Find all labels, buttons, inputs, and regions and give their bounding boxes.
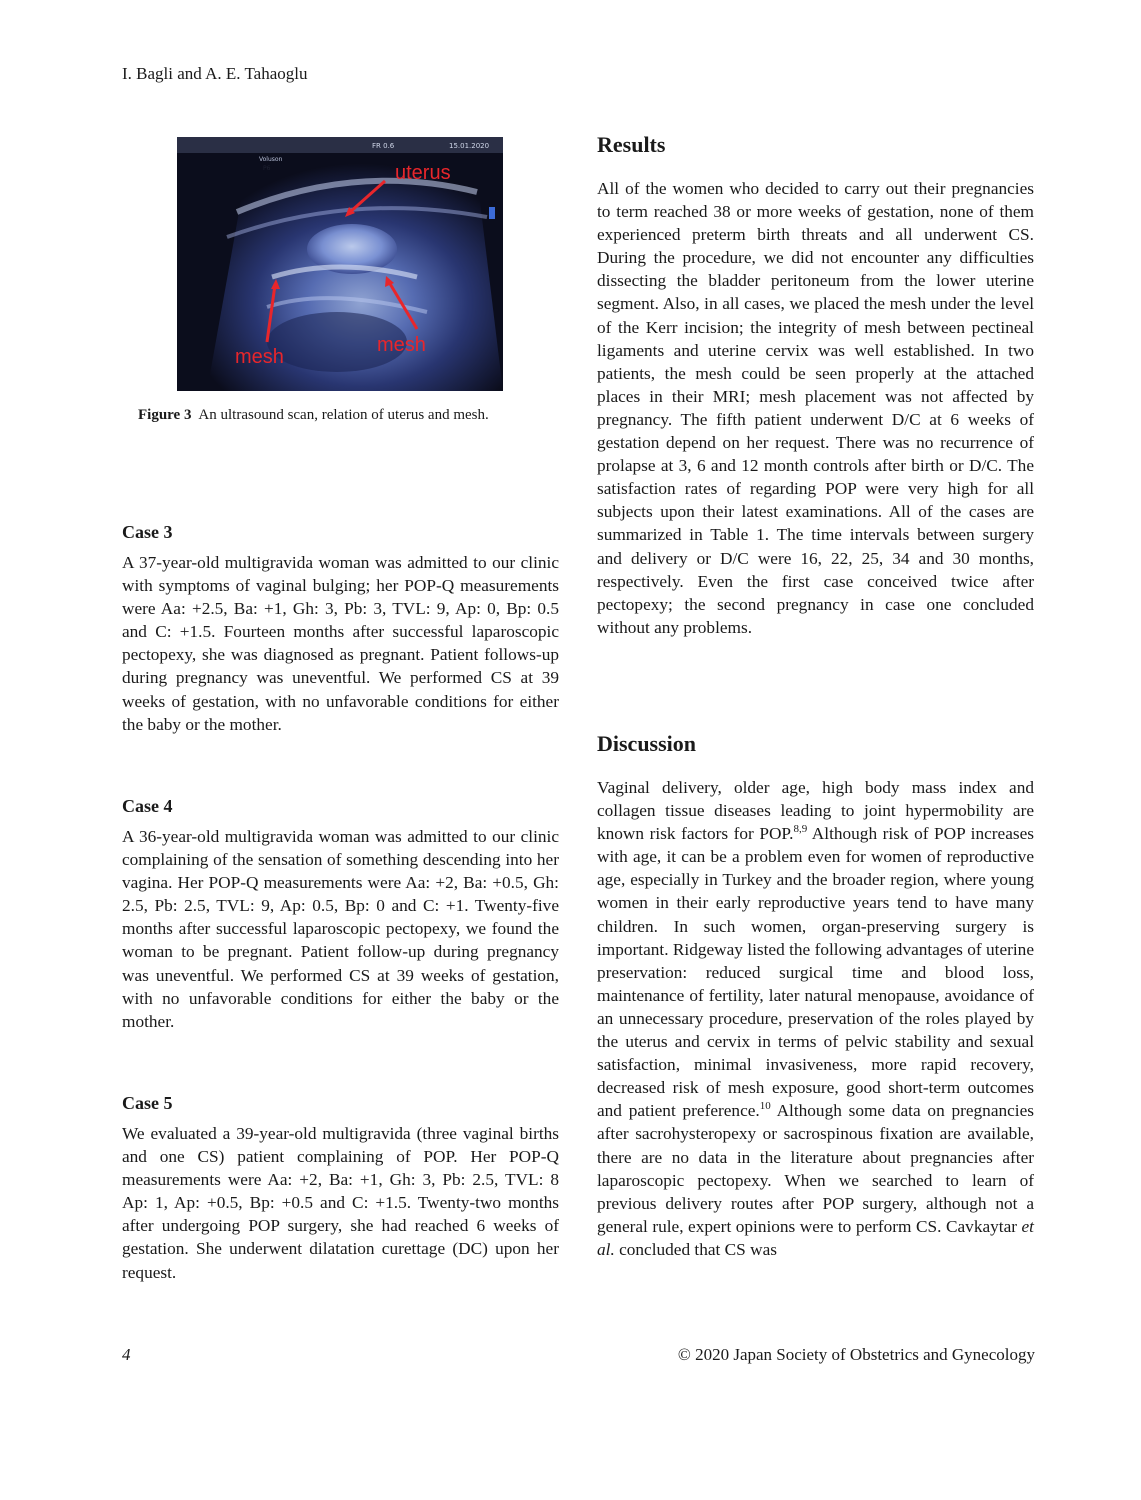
mesh-right-label: mesh	[377, 334, 426, 356]
figure-caption	[138, 405, 543, 425]
case3-heading: Case 3	[122, 522, 173, 542]
ultrasound-figure	[177, 137, 503, 391]
results-heading: Results	[597, 132, 666, 157]
case4-heading: Case 4	[122, 796, 173, 816]
case5-heading: Case 5	[122, 1093, 173, 1113]
discussion-text-a: Vaginal delivery, older age, high body mass index and collagen tissue diseases leading to joint hypermobility are known risk factors for POP.	[597, 778, 1034, 844]
ultrasound-corner-label: Voluson	[259, 156, 283, 163]
ultrasound-param: FR 0.6	[372, 142, 395, 150]
citation-8-9: 8,9	[793, 823, 808, 836]
results-text: All of the women who decided to carry out their pregnancies to term reached 38 or more weeks of gestation, none of them experienced preterm birth threats and all underwent CS. During the procedure, we did not encounter any difficulties dissecting the bladder peritoneum from the lower uterine segment. Also, in all cases, we placed the mesh under the level of the Kerr incision; the integrity of mesh between pectineal ligaments and uterine cervix was well established. In two patients, the mesh could be seen properly at the attached places in their MRI; mesh placement was not affected by pregnancy. The fifth patient underwent D/C at 6 weeks of gestation depend on her request. There was no recurrence of prolapse at 3, 6 and 12 month controls after birth or D/C. The satisfaction rates of regarding POP were very high for all subjects upon their latest examinations. All of the cases are summarized in Table 1. The time intervals between surgery and delivery or D/C were 16, 22, 25, 34 and 30 months, respectively. Even the first case conceived twice after pectopexy; the second pregnancy in case one concluded without any problems.	[597, 179, 1034, 637]
running-head: I. Bagli and A. E. Tahaoglu	[122, 64, 308, 83]
discussion-text-b: Although risk of POP increases with age, it can be a problem even for women of reproductive age, especially in Turkey and the broader region, where young women in their early reproductive years tend to have many children. In such women, organ-preserving surgery is important. Ridgeway listed the following advantages of uterine preservation: reduced surgical time and blood loss, maintenance of fertility, later natural menopause, avoidance of an unnecessary procedure, preservation of the roles played by the uterus and cervix in terms of pelvic stability and sexual satisfaction, minimal invasiveness, more rapid recovery, decreased risk of mesh exposure, good short-term outcomes and patient preference.	[597, 824, 1034, 1121]
figure-label: Figure 3	[138, 407, 192, 423]
ultrasound-image	[177, 137, 503, 391]
case3-text: A 37-year-old multigravida woman was admitted to our clinic with symptoms of vaginal bulging; her POP-Q measurements were Aa: +2.5, Ba: +1, Gh: 3, Pb: 3, TVL: 9, Ap: 0, Bp: 0.5 and C: +1.5. Fourteen months after successful laparoscopic pectopexy, she was diagnosed as pregnant. Patient follows-up during pregnancy was uneventful. We performed CS at 39 weeks of gestation, with no unfavorable conditions for either the baby or the mother.	[122, 553, 559, 734]
ultrasound-date: 15.01.2020	[449, 142, 490, 150]
mesh-left-label: mesh	[235, 346, 284, 368]
citation-10: 10	[759, 1100, 771, 1113]
discussion-text	[597, 776, 1034, 1261]
discussion-text-c: Although some data on pregnancies after sacrohysteropexy or sacrospinous fixation are available, there are no data in the literature about pregnancies after laparoscopic pectopexy. When we searched to learn of previous delivery routes after POP surgery, although not a general rule, expert opinions were to perform CS. Cavkaytar	[597, 1101, 1035, 1236]
discussion-heading: Discussion	[597, 731, 697, 756]
figure-caption-text: An ultrasound scan, relation of uterus and mesh.	[198, 407, 489, 423]
page-number: 4	[122, 1345, 131, 1364]
uterus-label: uterus	[395, 162, 451, 184]
discussion-text-d: concluded that CS was	[614, 1239, 777, 1259]
case4-text: A 36-year-old multigravida woman was admitted to our clinic complaining of the sensation of something descending into her vagina. Her POP-Q measurements were Aa: +2, Ba: +0.5, Gh: 2.5, Pb: 2.5, TVL: 9, Ap: 0.5, Bp: 0 and C: +1. Twenty-five months after successful laparoscopic pectopexy, we found the woman to be pregnant. Patient follow-up during pregnancy was uneventful. We performed CS at 39 weeks of gestation, with no unfavorable conditions for either the baby or the mother.	[122, 827, 559, 1031]
et-al: et al.	[597, 1216, 1034, 1259]
case5-text: We evaluated a 39-year-old multigravida (three vaginal births and one CS) patient complaining of POP. Her POP-Q measurements were Aa: +2, Ba: +1, Gh: 3, Pb: 2.5, TVL: 8 Ap: 1, Ap: +0.5, Bp: +0.5 and C: +1.5. Twenty-two months after undergoing POP surgery, she had reached 6 weeks of gestation. She underwent dilatation curettage (DC) upon her request.	[122, 1124, 559, 1282]
copyright: © 2020 Japan Society of Obstetrics and Gynecology	[677, 1345, 1035, 1364]
